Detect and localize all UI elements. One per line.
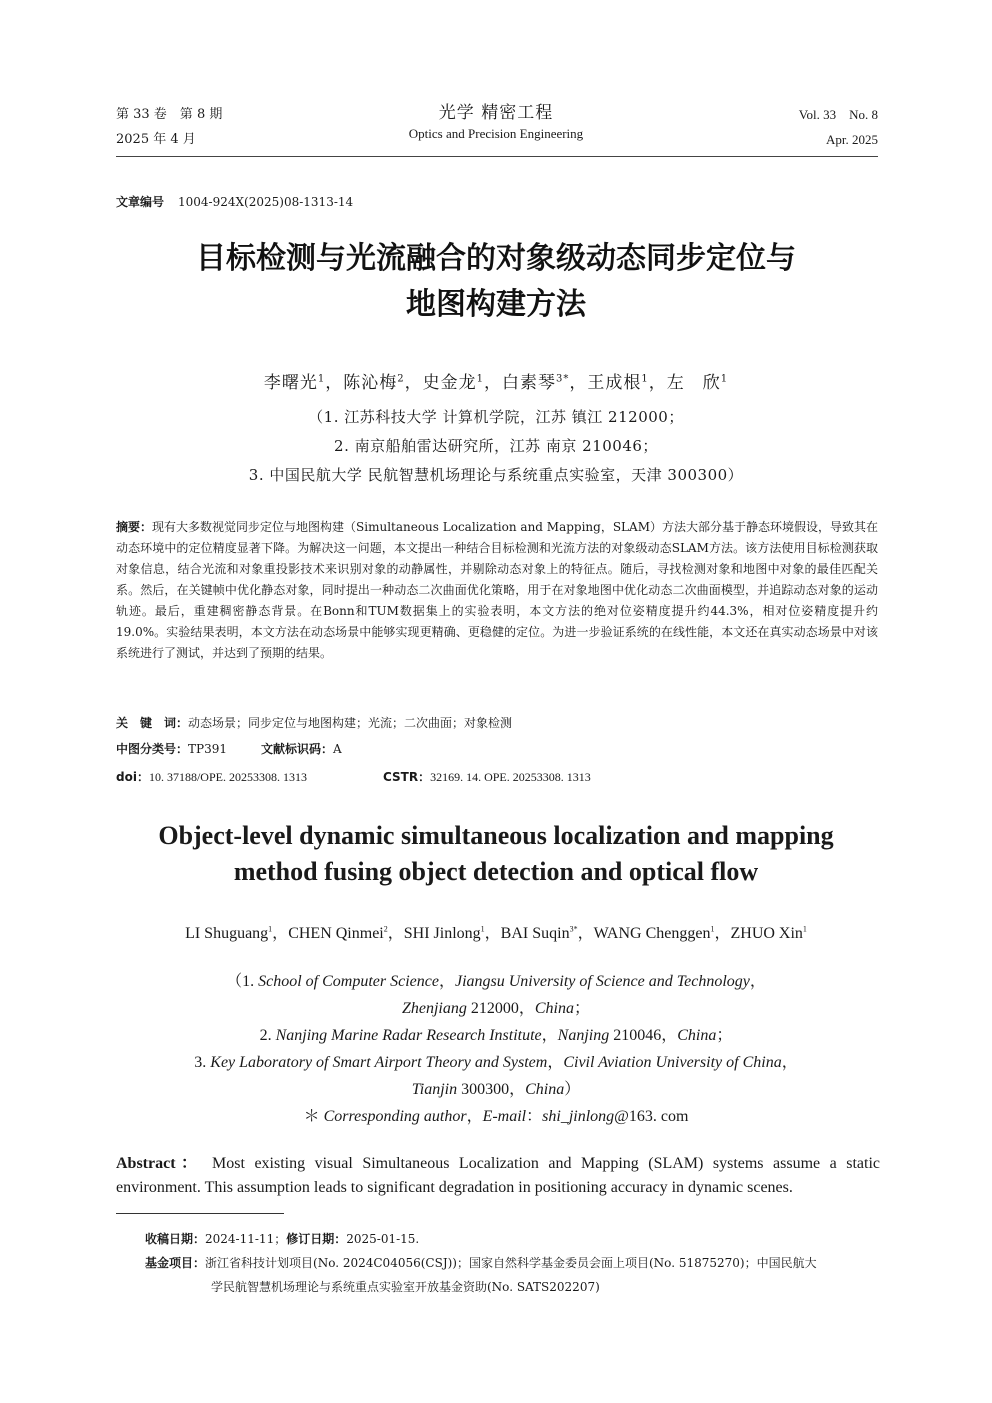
doc-code-label: 文献标识码： bbox=[261, 742, 334, 756]
fund-line-cont: 学民航智慧机场理论与系统重点实验室开放基金资助(No. SATS202207) bbox=[211, 1280, 600, 1294]
article-number bbox=[116, 193, 353, 210]
author-en: WANG Chenggen$^1$， bbox=[593, 924, 731, 942]
author-cn: 李曙光$^1$， bbox=[263, 373, 344, 393]
fund-line: 基金项目：浙江省科技计划项目(No. 2024C04056(CSJ))；国家自然科学基金委员会面上项目(No. 51875270)；中国民航大 bbox=[145, 1256, 817, 1270]
abstract-cn-label: 摘要： bbox=[116, 520, 153, 534]
affiliations-cn bbox=[0, 403, 992, 490]
journal-name-en: Optics and Precision Engineering bbox=[408, 126, 584, 141]
author-en: CHEN Qinmei$^2$， bbox=[288, 924, 404, 942]
doi-label: doi： bbox=[116, 770, 149, 784]
dates-line: 收稿日期：2024-11-11；修订日期：2025-01-15. bbox=[145, 1232, 420, 1246]
cstr-value: 32169. 14. OPE. 20253308. 1313 bbox=[430, 770, 591, 784]
author-en: SHI Jinlong$^1$， bbox=[403, 924, 501, 942]
abstract-en bbox=[116, 1152, 880, 1200]
keywords-text: 动态场景；同步定位与地图构建；光流；二次曲面；对象检测 bbox=[188, 716, 513, 730]
cstr-label: CSTR： bbox=[382, 770, 431, 784]
affiliations-en bbox=[0, 968, 992, 1130]
header-rule bbox=[116, 156, 878, 157]
affiliation-en-1a: （1. School of Computer Science，Jiangsu University of Science and Technology， bbox=[226, 973, 766, 990]
affiliation-en-3a: 3. Key Laboratory of Smart Airport Theory and System，Civil Aviation University of China， bbox=[194, 1054, 798, 1071]
authors-cn bbox=[0, 368, 992, 393]
abstract-en-label: Abstract： bbox=[116, 1155, 203, 1172]
email-link[interactable]: shi_jinlong bbox=[542, 1108, 615, 1125]
keywords-cn bbox=[116, 714, 512, 731]
title-en-line1: Object-level dynamic simultaneous localization and mapping bbox=[158, 821, 834, 850]
title-cn bbox=[0, 236, 992, 328]
article-number-label: 文章编号 bbox=[116, 195, 165, 209]
authors-en bbox=[0, 920, 992, 943]
affiliation-cn-2: 2. 南京船舶雷达研究所，江苏 南京 210046； bbox=[334, 437, 658, 455]
clc-value: TP391 bbox=[188, 742, 227, 756]
date-en: Apr. 2025 bbox=[826, 132, 878, 147]
journal-name-cn: 光学 精密工程 bbox=[438, 103, 554, 123]
affiliation-en-2: 2. Nanjing Marine Radar Research Institute，Nanjing 210046，China； bbox=[259, 1027, 733, 1044]
abstract-cn-text: 现有大多数视觉同步定位与地图构建（Simultaneous Localization and Mapping，SLAM）方法大部分基于静态环境假设，导致其在动态环境中的定位精度显著下降。为解决这一问题，本文提出一种结合目标检测和光流方法的对象级动态SLAM方法。该方法使用目标检测获取对象信息，结合光流和对象重投影技术来识别对象的动静属性，并剔除动态对象上的特征点。随后，寻找检测对象和地图中对象的最佳匹配关系。然后，在关键帧中优化静态对象，同时提出一种动态二次曲面优化策略，用于在对象地图中优化动态二次曲面模型，并追踪动态对象的运动轨迹。最后，重建稠密静态背景。在Bonn和TUM数据集上的实验表明，本文方法的绝对位姿精度提升约44.3%，相对位姿精度提升约19.0%。实验结果表明，本文方法在动态场景中能够实现更精确、更稳健的定位。为进一步验证系统的在线性能，本文还在真实动态场景中对该系统进行了测试，并达到了预期的结果。 bbox=[116, 520, 878, 660]
abstract-en-text: Most existing visual Simultaneous Localization and Mapping (SLAM) systems assume a static environment. This assumption leads to significant degradation in positioning accuracy in dynamic scenes. bbox=[116, 1155, 880, 1196]
doc-code-value: A bbox=[333, 742, 342, 756]
title-cn-line1: 目标检测与光流融合的对象级动态同步定位与 bbox=[196, 241, 796, 276]
author-cn: 史金龙$^1$， bbox=[422, 373, 502, 393]
identifiers bbox=[116, 768, 591, 785]
title-en bbox=[0, 818, 992, 890]
title-cn-line2: 地图构建方法 bbox=[406, 287, 586, 322]
author-cn: 左 欣$^1$ bbox=[666, 373, 729, 393]
doi-value[interactable]: 10. 37188/OPE. 20253308. 1313 bbox=[148, 770, 307, 784]
affiliation-en-1b: Zhenjiang 212000，China； bbox=[401, 1000, 591, 1017]
footnote-rule bbox=[116, 1213, 284, 1214]
volume-issue-en: Vol. 33 No. 8 bbox=[798, 107, 878, 122]
article-number-value: 1004-924X(2025)08-1313-14 bbox=[178, 195, 354, 209]
author-cn: 陈沁梅$^2$， bbox=[343, 373, 423, 393]
corresponding-author: ＊ Corresponding author，E-mail：shi_jinlong@163. com bbox=[303, 1108, 689, 1125]
date-cn: 2025 年 4 月 bbox=[116, 132, 196, 147]
classification bbox=[116, 740, 342, 757]
abstract-cn bbox=[116, 517, 878, 664]
header-right bbox=[799, 102, 878, 152]
title-en-line2: method fusing object detection and optical flow bbox=[233, 857, 759, 886]
volume-issue-cn: 第 33 卷 第 8 期 bbox=[116, 107, 223, 122]
author-en: ZHUO Xin$^1$ bbox=[730, 924, 807, 942]
affiliation-en-3b: Tianjin 300300，China） bbox=[411, 1081, 581, 1098]
affiliation-cn-3: 3. 中国民航大学 民航智慧机场理论与系统重点实验室，天津 300300） bbox=[248, 466, 744, 484]
author-en: LI Shuguang$^1$， bbox=[185, 924, 289, 942]
affiliation-cn-1: （1. 江苏科技大学 计算机学院，江苏 镇江 212000； bbox=[308, 408, 684, 426]
author-cn: 白素琴$^{3*}$， bbox=[502, 373, 588, 393]
author-cn: 王成根$^1$， bbox=[587, 373, 667, 393]
author-en: BAI Suqin$^{3*}$， bbox=[500, 924, 594, 942]
footnote bbox=[145, 1227, 880, 1299]
clc-label: 中图分类号： bbox=[116, 742, 189, 756]
keywords-label: 关 键 词： bbox=[116, 716, 189, 730]
